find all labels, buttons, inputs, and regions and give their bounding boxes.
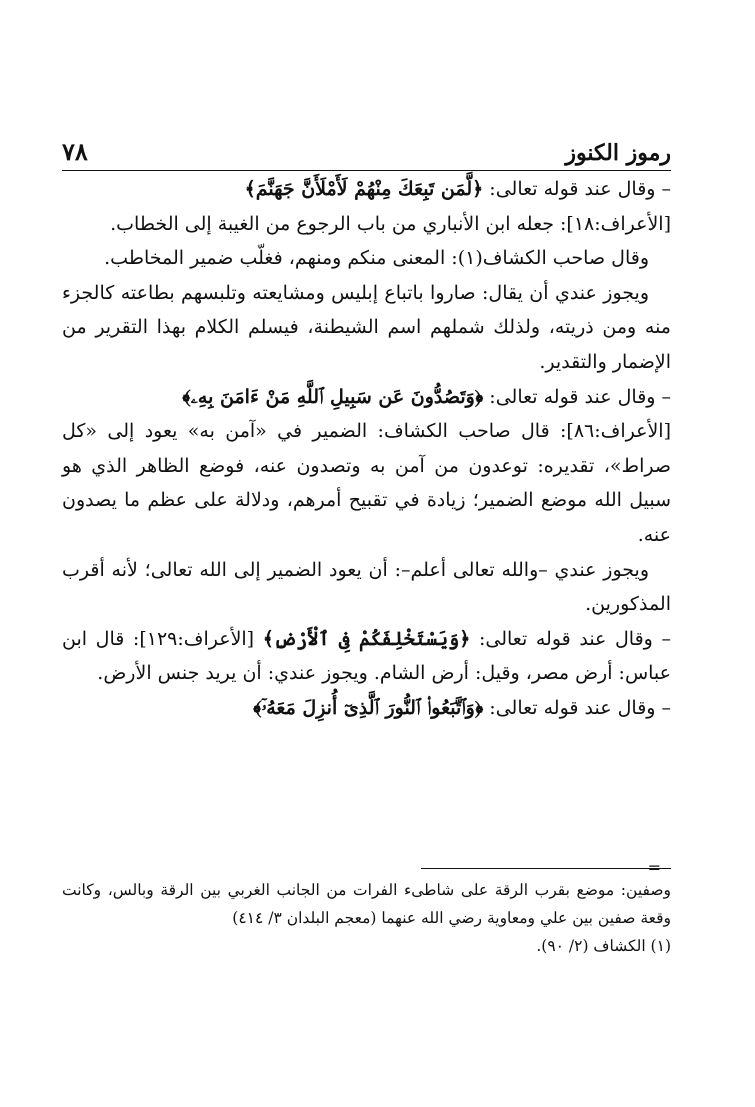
paragraph: ويجوز عندي أن يقال: صاروا باتباع إبليس ومشايعته وتلبسهم بطاعته كالجزء منه ومن ذريته، ولذلك شملهم اسم الشيطنة، فيسلم الكلام بهذا التقرير من الإضمار والتقدير. <box>62 281 671 373</box>
paragraph: – وقال عند قوله تعالى: ﴿وَتَصُدُّونَ عَن سَبِيلِ ٱللَّهِ مَنْ ءَامَنَ بِهِۦ﴾ <box>182 385 671 408</box>
quran-verse: ﴿وَتَصُدُّونَ عَن سَبِيلِ ٱللَّهِ مَنْ ءَامَنَ بِهِۦ﴾ <box>182 385 484 408</box>
running-title: رموز الكنوز <box>565 140 671 166</box>
page-header <box>62 134 671 166</box>
footnote: وصفين: موضع بقرب الرقة على شاطىء الفرات من الجانب الغربي بين الرقة وبالس، وكانت وقعة صفين بين علي ومعاوية رضي الله عنهما (معجم البلدان ٣/ ٤١٤) <box>62 881 671 927</box>
paragraph: ويجوز عندي –والله تعالى أعلم–: أن يعود الضمير إلى الله تعالى؛ لأنه أقرب المذكورين. <box>62 558 671 616</box>
quran-verse: ﴿وَيَسْتَخْلِفَكُمْ فِى ٱلْأَرْضِ﴾ <box>262 627 471 650</box>
header-rule <box>62 170 671 171</box>
page-number: ٧٨ <box>62 137 88 166</box>
footnotes <box>62 876 671 960</box>
paragraph: – وقال عند قوله تعالى: ﴿لَّمَن تَبِعَكَ مِنْهُمْ لَأَمْلَأَنَّ جَهَنَّمَ﴾ <box>244 178 671 200</box>
paragraph: [الأعراف:١٨]: جعله ابن الأنباري من باب الرجوع من الغيبة إلى الخطاب. <box>110 212 671 235</box>
footnote-rule <box>421 868 671 869</box>
paragraph: [الأعراف:٨٦]: قال صاحب الكشاف: الضمير في «آمن به» يعود إلى «كل صراط»، تقديره: توعدون من آمن به وتصدون عنه، فوضع الظاهر الذي هو سبيل الله موضع الضمير؛ زيادة في تقبيح أمرهم، ودلالة على عظم ما يصدون عنه. <box>62 420 671 546</box>
paragraph: – وقال عند قوله تعالى: ﴿وَٱتَّبَعُوا۟ ٱلنُّورَ ٱلَّذِىٓ أُنزِلَ مَعَهُۥٓ﴾ <box>253 696 671 719</box>
paragraph: – وقال عند قوله تعالى: ﴿وَيَسْتَخْلِفَكُمْ فِى ٱلْأَرْضِ﴾ [الأعراف:١٢٩]: قال ابن عباس: أرض مصر، وقيل: أرض الشام. ويجوز عندي: أن يريد جنس الأرض. <box>62 627 671 685</box>
quran-verse: ﴿لَّمَن تَبِعَكَ مِنْهُمْ لَأَمْلَأَنَّ جَهَنَّمَ﴾ <box>244 178 484 200</box>
footnote: (١) الكشاف (٢/ ٩٠). <box>536 937 671 955</box>
footnote-continuation-marker: = <box>647 858 661 877</box>
paragraph: وقال صاحب الكشاف(١): المعنى منكم ومنهم، فغلّب ضمير المخاطب. <box>104 247 649 270</box>
body-text <box>62 172 671 726</box>
quran-verse: ﴿وَٱتَّبَعُوا۟ ٱلنُّورَ ٱلَّذِىٓ أُنزِلَ مَعَهُۥٓ﴾ <box>253 696 484 719</box>
